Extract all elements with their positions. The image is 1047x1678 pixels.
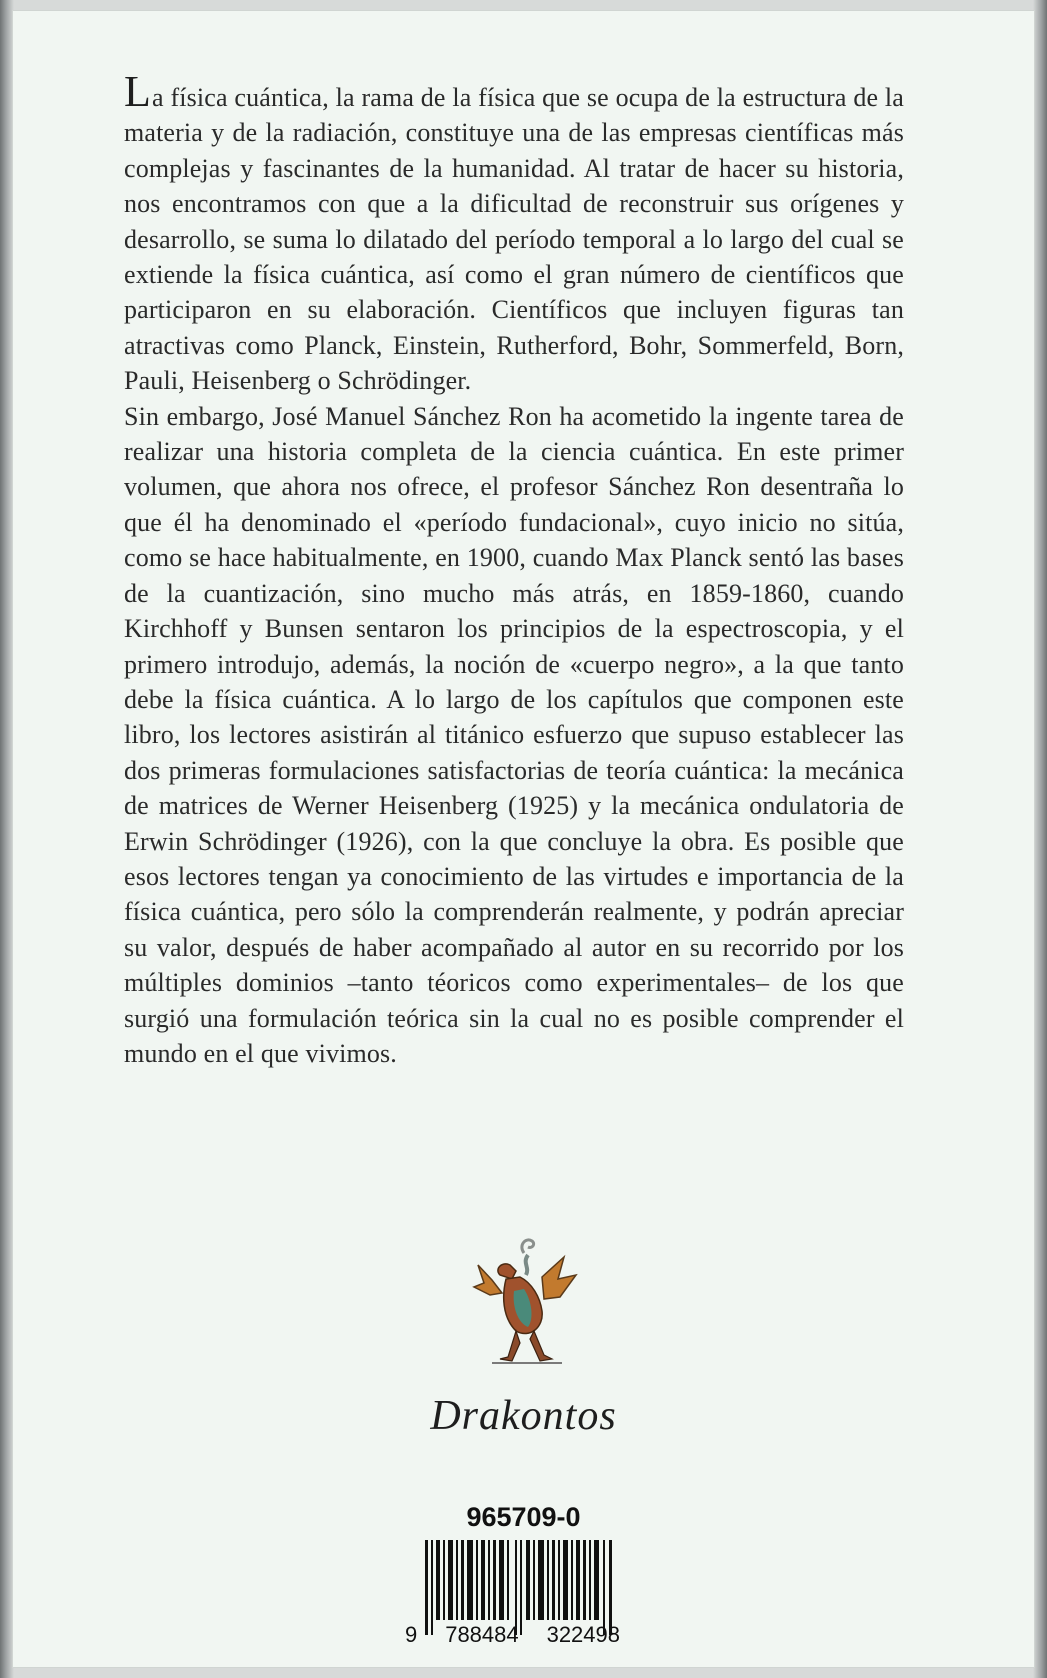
dragon-icon bbox=[472, 1235, 582, 1375]
back-cover-blurb bbox=[124, 67, 904, 1071]
drop-cap: L bbox=[124, 67, 152, 116]
blurb-paragraph-1-text: a física cuántica, la rama de la física que se ocupa de la estructura de la materia y de la radiación, constituye una de las empresas científicas más complejas y fascinantes de la humanidad. Al tratar de hacer su historia, nos encontramos con que a la dificultad de reconstruir sus orígenes y desarrollo, se suma lo dilatado del período temporal a lo largo del cual se extiende la física cuántica, así como el gran número de científicos que participaron en su elaboración. Científicos que incluyen figuras tan atractivas como Planck, Einstein, Rutherford, Bohr, Sommerfeld, Born, Pauli, Heisenberg o Schrödinger. bbox=[124, 83, 904, 396]
barcode-digits-group-1: 788484 bbox=[445, 1622, 519, 1647]
product-code: 965709-0 bbox=[466, 1502, 581, 1532]
blurb-paragraph-2: Sin embargo, José Manuel Sánchez Ron ha acometido la ingente tarea de realizar una historia completa de la ciencia cuántica. En este primer volumen, que ahora nos ofrece, el profesor Sánchez Ron desentraña lo que él ha denominado el «período fundacional», cuyo inicio no sitúa, como se hace habitualmente, en 1900, cuando Max Planck sentó las bases de la cuantización, sino mucho más atrás, en 1859-1860, cuando Kirchhoff y Bunsen sentaron los principios de la espectroscopia, y el primero introdujo, además, la noción de «cuerpo negro», a la que tanto debe la física cuántica. A lo largo de los capítulos que componen este libro, los lectores asistirán al titánico esfuerzo que supuso establecer las dos primeras formulaciones satisfactorias de teoría cuántica: la mecánica de matrices de Werner Heisenberg (1925) y la mecánica ondulatoria de Erwin Schrödinger (1926), con la que concluye la obra. Es posible que esos lectores tengan ya conocimiento de las virtudes e importancia de la física cuántica, pero sólo la comprenderán realmente, y podrán apreciar su valor, después de haber acompañado al autor en su recorrido por los múltiples dominios –tanto téoricos como experimentales– de los que surgió una formulación teórica sin la cual no es posible comprender el mundo en el que vivimos. bbox=[124, 401, 904, 1068]
blurb-paragraph-1 bbox=[124, 67, 904, 399]
barcode-digits bbox=[405, 1622, 620, 1648]
barcode-digits-group-2: 322498 bbox=[546, 1622, 620, 1647]
publisher-name: Drakontos bbox=[430, 1393, 617, 1439]
barcode-digits-prefix: 9 bbox=[405, 1622, 418, 1647]
barcode bbox=[425, 1540, 615, 1635]
